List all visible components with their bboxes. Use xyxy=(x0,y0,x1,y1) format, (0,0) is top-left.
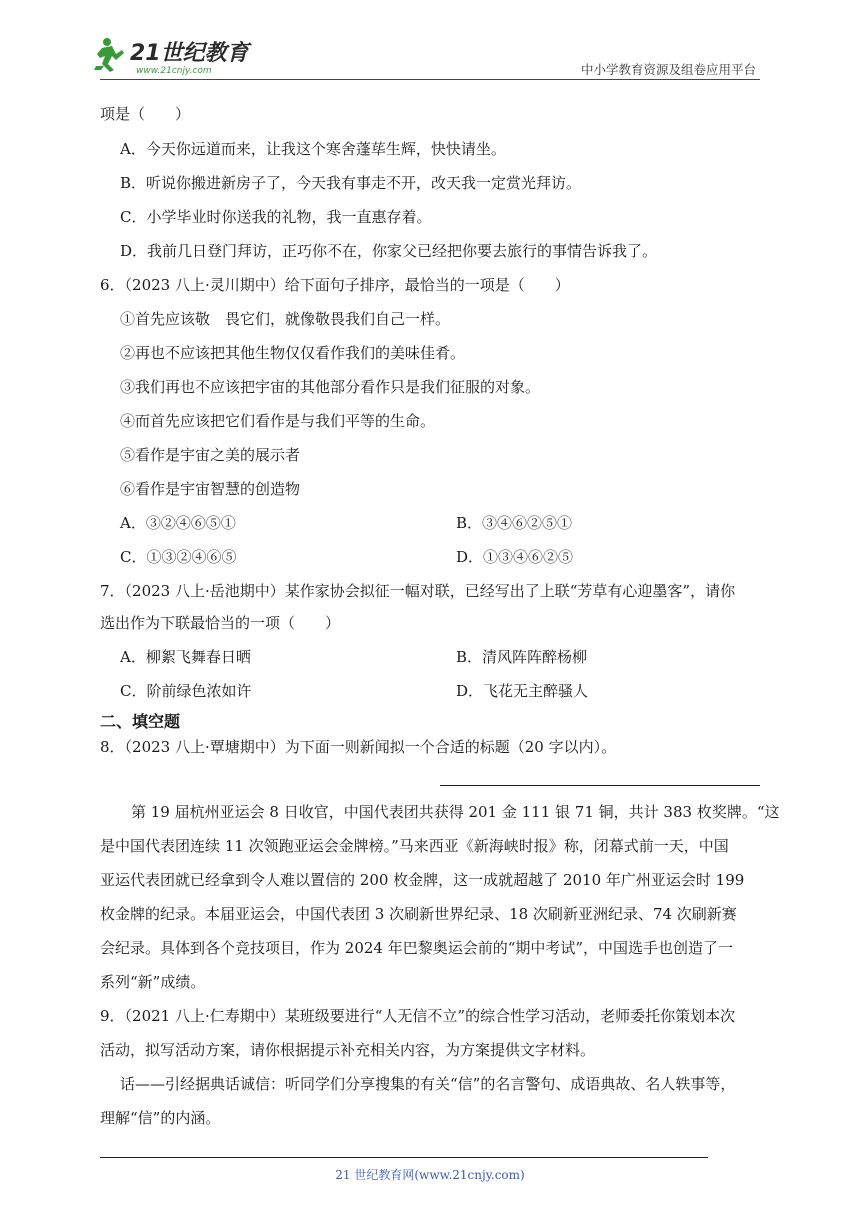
q8-stem: 8．（2023 八上·覃塘期中）为下面一则新闻拟一个合适的标题（20 字以内）。 xyxy=(100,738,617,756)
q9-stem-line-1: 9．（2021 八上·仁寿期中）某班级要进行“人无信不立”的综合性学习活动，老师委托你策划本次 xyxy=(100,1007,736,1025)
q9-stem-line-2: 活动，拟写活动方案，请你根据提示补充相关内容，为方案提供文字材料。 xyxy=(100,1041,596,1059)
q6-stem: 6．（2023 八上·灵川期中）给下面句子排序，最恰当的一项是（ ） xyxy=(100,276,570,294)
news-paragraph-line-2: 是中国代表团连续 11 次领跑亚运会金牌榜。”马来西亚《新海峡时报》称，闭幕式前一天，中国 xyxy=(100,837,729,855)
platform-name: 中小学教育资源及组卷应用平台 xyxy=(580,62,756,77)
q6-option-a: A．③②④⑥⑤① xyxy=(120,514,236,532)
q5-option-c: C．小学毕业时你送我的礼物，我一直惠存着。 xyxy=(120,208,432,226)
q7-option-c: C．阶前绿色浓如许 xyxy=(120,682,252,700)
site-logo xyxy=(92,34,262,78)
q9-prompt-line-1: 话——引经据典话诚信：听同学们分享搜集的有关“信”的名言警句、成语典故、名人轶事等， xyxy=(120,1075,736,1093)
news-paragraph-line-4: 枚金牌的纪录。本届亚运会，中国代表团 3 次刷新世界纪录、18 次刷新亚洲纪录、74 次刷新赛 xyxy=(100,905,737,923)
q6-option-d: D．①③④⑥②⑤ xyxy=(456,548,574,566)
q6-sentence-2: ②再也不应该把其他生物仅仅看作我们的美味佳肴。 xyxy=(120,344,466,362)
q7-stem-line-2: 选出作为下联最恰当的一项（ ） xyxy=(100,614,341,632)
svg-text:www.21cnjy.com: www.21cnjy.com xyxy=(136,66,212,76)
q7-stem-line-1: 7．（2023 八上·岳池期中）某作家协会拟征一幅对联，已经写出了上联“芳草有心迎墨客”，请你 xyxy=(100,582,736,600)
q6-sentence-3: ③我们再也不应该把宇宙的其他部分看作只是我们征服的对象。 xyxy=(120,378,541,396)
footer-link[interactable]: 21 世纪教育网(www.21cnjy.com) xyxy=(335,1168,525,1182)
page-header xyxy=(0,0,860,80)
svg-text:21世纪教育: 21世纪教育 xyxy=(130,41,249,66)
news-paragraph-line-6: 系列“新”成绩。 xyxy=(100,973,206,991)
news-paragraph-line-3: 亚运代表团就已经拿到令人难以置信的 200 枚金牌，这一成就超越了 2010 年广州亚运会时 199 xyxy=(100,871,745,889)
q5-option-d: D．我前几日登门拜访，正巧你不在，你家父已经把你要去旅行的事情告诉我了。 xyxy=(120,242,658,260)
q7-option-b: B．清风阵阵醉杨柳 xyxy=(456,648,588,666)
q7-option-d: D．飞花无主醉骚人 xyxy=(456,682,589,700)
section-title-fill-in: 二、填空题 xyxy=(100,712,181,731)
news-paragraph-line-1: 第 19 届杭州亚运会 8 日收官，中国代表团共获得 201 金 111 银 71 铜，共计 383 枚奖牌。“这 xyxy=(131,803,780,821)
q6-sentence-6: ⑥看作是宇宙智慧的创造物 xyxy=(120,480,301,498)
q6-sentence-5: ⑤看作是宇宙之美的展示者 xyxy=(120,446,301,464)
q5-option-b: B．听说你搬进新房子了，今天我有事走不开，改天我一定赏光拜访。 xyxy=(120,174,582,192)
q9-prompt-line-2: 理解“信”的内涵。 xyxy=(100,1109,221,1127)
q7-option-a: A．柳絮飞舞春日晒 xyxy=(120,648,251,666)
footer-divider xyxy=(100,1157,708,1158)
header-divider xyxy=(100,79,760,80)
q5-stem-tail: 项是（ ） xyxy=(100,105,191,123)
news-paragraph-line-5: 会纪录。具体到各个竞技项目，作为 2024 年巴黎奥运会前的“期中考试”，中国选手也创造了一 xyxy=(100,939,734,957)
answer-blank xyxy=(440,785,760,786)
q5-option-a: A．今天你远道而来，让我这个寒舍蓬荜生辉，快快请坐。 xyxy=(120,140,506,158)
q6-sentence-4: ④而首先应该把它们看作是与我们平等的生命。 xyxy=(120,412,436,430)
q6-option-b: B．③④⑥②⑤① xyxy=(456,514,573,532)
q6-option-c: C．①③②④⑥⑤ xyxy=(120,548,237,566)
q6-sentence-1: ①首先应该敬 畏它们，就像敬畏我们自己一样。 xyxy=(120,310,451,328)
